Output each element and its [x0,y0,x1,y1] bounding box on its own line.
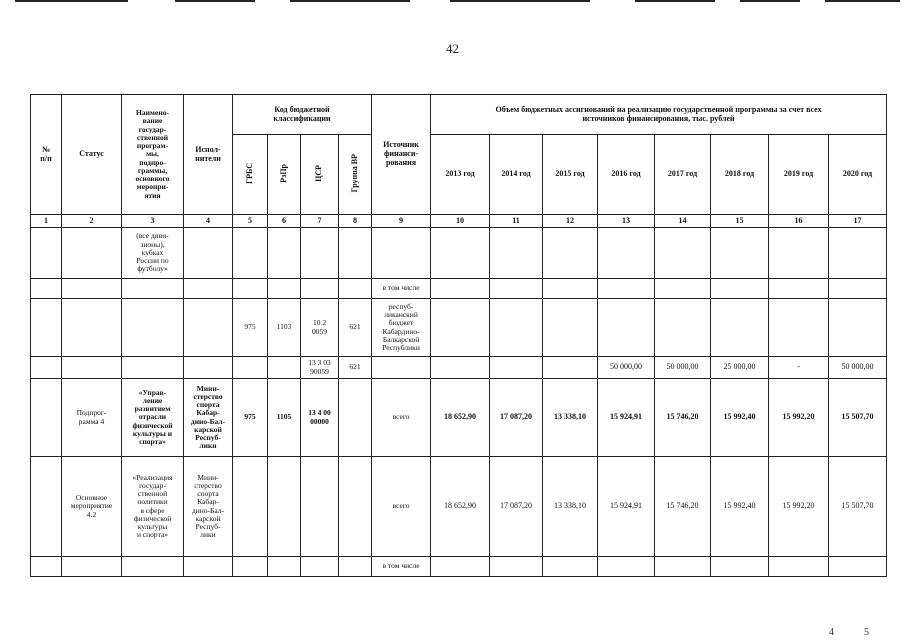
header-year: 2015 год [543,135,598,215]
corner-mark: 5 [864,627,869,638]
header-year: 2016 год [598,135,655,215]
status: Основное мероприятие 4.2 [62,457,122,557]
grbs-code: 975 [233,299,268,357]
table-row [31,279,887,299]
header-budget-code: Код бюджетной классификации [233,95,372,135]
funding-source: респуб- ликанский бюджет Кабардино- Балкарской Республики [372,299,431,357]
header-funding-source: Источник финанси- рования [372,95,431,215]
rzpr-code: 1103 [268,299,301,357]
column-number: 15 [711,215,769,228]
program-name: «Реализация государ- ственной политики в сфере физической культуры и спорта» [122,457,184,557]
amount-2018: 25 000,00 [711,357,769,379]
table-row [31,228,887,279]
column-number: 5 [233,215,268,228]
grbs-code: 975 [233,379,268,457]
table-row [31,557,887,577]
csr-code: 13 3 03 90059 [301,357,339,379]
amount-2014: 17 087,20 [490,457,543,557]
scan-edge-line [175,0,255,2]
header-allocation-volume: Объем бюджетных ассигнований на реализацию государственной программы за счет всех источников финансирования, тыс. рублей [431,95,887,135]
scan-edge-line [290,0,410,2]
table-row-subprogram-4 [31,379,887,457]
amount-2013: 18 652,90 [431,379,490,457]
scan-edge-line [15,0,128,2]
scan-edge-line [825,0,900,2]
vr-code: 621 [339,299,372,357]
column-number: 12 [543,215,598,228]
table-row [31,299,887,357]
header-name: Наимено- вание государ- ственной програм- мы, подпро- граммы, основного меропри- ятия [122,95,184,215]
header-status: Статус [62,95,122,215]
amount-2019: 15 992,20 [769,457,829,557]
amount-2017: 15 746,20 [655,457,711,557]
column-number: 13 [598,215,655,228]
amount-2016: 15 924,91 [598,379,655,457]
status: Подпрог- рамма 4 [62,379,122,457]
page-number: 42 [446,41,459,56]
corner-mark: 4 [829,627,834,638]
column-number: 1 [31,215,62,228]
header-csr: ЦСР [301,135,339,215]
amount-2014: 17 087,20 [490,379,543,457]
program-name: (все диви- зионы), кубках России по футболу» [122,228,184,279]
header-executor: Испол- нители [184,95,233,215]
amount-2015: 13 338,10 [543,457,598,557]
amount-2019: 15 992,20 [769,379,829,457]
header-grbs: ГРБС [233,135,268,215]
header-vr-group: Группа ВР [339,135,372,215]
column-number: 2 [62,215,122,228]
budget-allocation-table [30,94,887,577]
column-number-row [31,215,887,228]
scan-edge-line [450,0,590,2]
amount-2015: 13 338,10 [543,379,598,457]
amount-2016: 50 000,00 [598,357,655,379]
column-number: 17 [829,215,887,228]
amount-2018: 15 992,40 [711,457,769,557]
column-number: 16 [769,215,829,228]
column-number: 10 [431,215,490,228]
amount-2020: 50 000,00 [829,357,887,379]
csr-code: 13 4 00 00000 [301,379,339,457]
funding-source: всего [372,379,431,457]
column-number: 3 [122,215,184,228]
amount-2013: 18 652,90 [431,457,490,557]
rzpr-code: 1105 [268,379,301,457]
program-name: «Управ- ление развитием отрасли физической культуры и спорта» [122,379,184,457]
funding-source: в том числе [372,279,431,299]
amount-2018: 15 992,40 [711,379,769,457]
table-row [31,357,887,379]
header-year: 2018 год [711,135,769,215]
scan-edge-line [740,0,800,2]
executor: Мини- стерство спорта Кабар- дино-Бал- карской Респуб- лики [184,457,233,557]
header-year: 2019 год [769,135,829,215]
column-number: 8 [339,215,372,228]
column-number: 9 [372,215,431,228]
header-year: 2020 год [829,135,887,215]
header-year: 2013 год [431,135,490,215]
amount-2017: 50 000,00 [655,357,711,379]
amount-2020: 15 507,70 [829,457,887,557]
amount-2020: 15 507,70 [829,379,887,457]
header-number: № п/п [31,95,62,215]
funding-source: в том числе [372,557,431,577]
amount-2019: - [769,357,829,379]
column-number: 14 [655,215,711,228]
csr-code: 10 2 0059 [301,299,339,357]
column-number: 4 [184,215,233,228]
funding-source: всего [372,457,431,557]
column-number: 6 [268,215,301,228]
amount-2017: 15 746,20 [655,379,711,457]
executor: Мини- стерство спорта Кабар- дино-Бал- карской Респуб- лики [184,379,233,457]
vr-code: 621 [339,357,372,379]
header-year: 2014 год [490,135,543,215]
column-number: 11 [490,215,543,228]
header-year: 2017 год [655,135,711,215]
amount-2016: 15 924,91 [598,457,655,557]
table-row-main-activity-4-2 [31,457,887,557]
scan-edge-line [635,0,715,2]
column-number: 7 [301,215,339,228]
header-rzpr: РзПр [268,135,301,215]
